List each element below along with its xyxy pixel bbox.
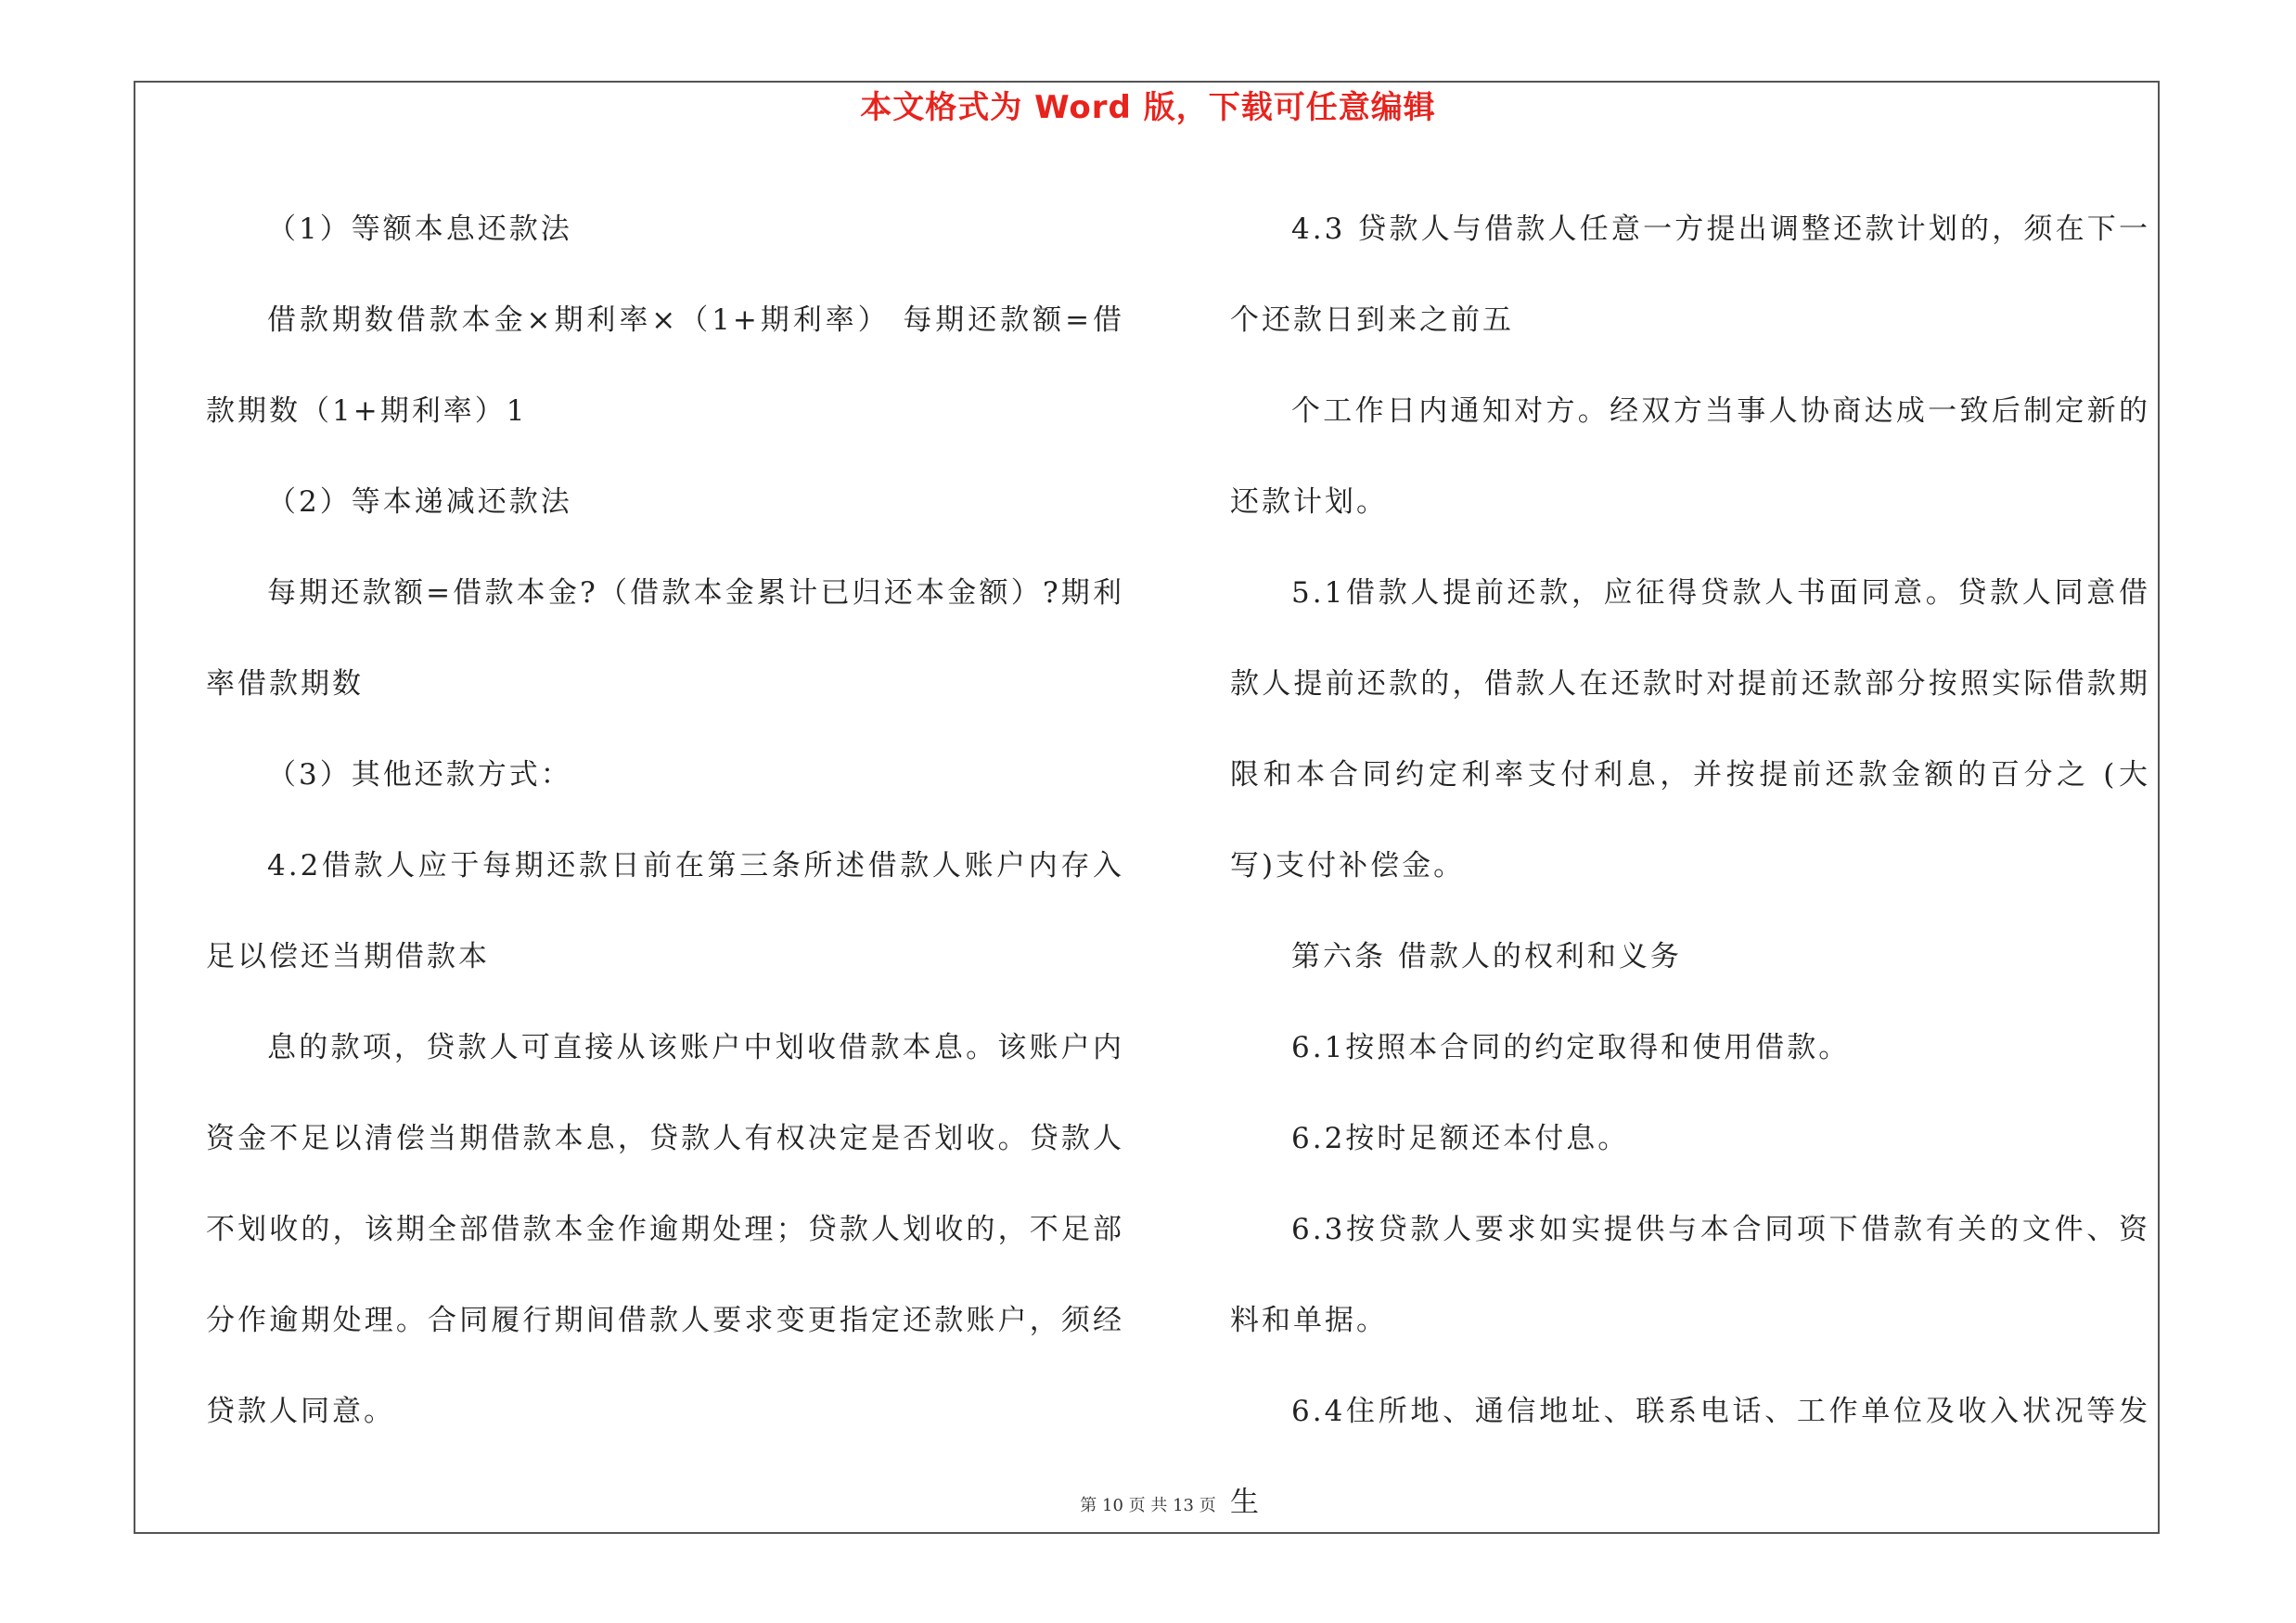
left-paragraph-6: 4.2借款人应于每期还款日前在第三条所述借款人账户内存入足以偿还当期借款本 (206, 849, 1124, 973)
left-paragraph-7: 息的款项，贷款人可直接从该账户中划收借款本息。该账户内资金不足以清偿当期借款本息，贷款人有权决定是否划收。贷款人不划收的，该期全部借款本金作逾期处理；贷款人划收的，不足部分作逾期处理。合同履行期间借款人要求变更指定还款账户，须经贷款人同意。 (206, 1031, 1124, 1428)
left-paragraph-3: （2）等本递减还款法 (267, 485, 572, 519)
right-paragraph-5: 6.1按照本合同的约定取得和使用借款。 (1291, 1031, 1851, 1064)
left-paragraph-4: 每期还款额=借款本金?（借款本金累计已归还本金额）?期利率借款期数 (206, 576, 1124, 701)
right-paragraph-3: 5.1借款人提前还款，应征得贷款人书面同意。贷款人同意借款人提前还款的，借款人在还款时对提前还款部分按照实际借款期限和本合同约定利率支付利息，并按提前还款金额的百分之 (大写)支付补偿金。 (1230, 576, 2150, 882)
right-paragraph-8: 6.4住所地、通信地址、联系电话、工作单位及收入状况等发生 (1230, 1395, 2150, 1519)
right-paragraph-6: 6.2按时足额还本付息。 (1291, 1122, 1630, 1155)
left-paragraph-1: （1）等额本息还款法 (267, 213, 572, 246)
right-paragraph-4: 第六条 借款人的权利和义务 (1291, 940, 1682, 973)
left-paragraph-2: 借款期数借款本金×期利率×（1+期利率） 每期还款额=借款期数（1+期利率）1 (206, 303, 1124, 428)
right-paragraph-2: 个工作日内通知对方。经双方当事人协商达成一致后制定新的还款计划。 (1230, 394, 2150, 519)
left-text-column (206, 184, 1124, 1457)
format-notice-banner: 本文格式为 Word 版，下载可任意编辑 (860, 89, 1436, 126)
right-paragraph-1: 4.3 贷款人与借款人任意一方提出调整还款计划的，须在下一个还款日到来之前五 (1230, 213, 2150, 337)
left-paragraph-5: （3）其他还款方式： (267, 758, 572, 792)
right-text-column (1230, 184, 2150, 1548)
page-number-footer: 第 10 页 共 13 页 (1080, 1496, 1216, 1515)
right-paragraph-7: 6.3按贷款人要求如实提供与本合同项下借款有关的文件、资料和单据。 (1230, 1213, 2150, 1337)
